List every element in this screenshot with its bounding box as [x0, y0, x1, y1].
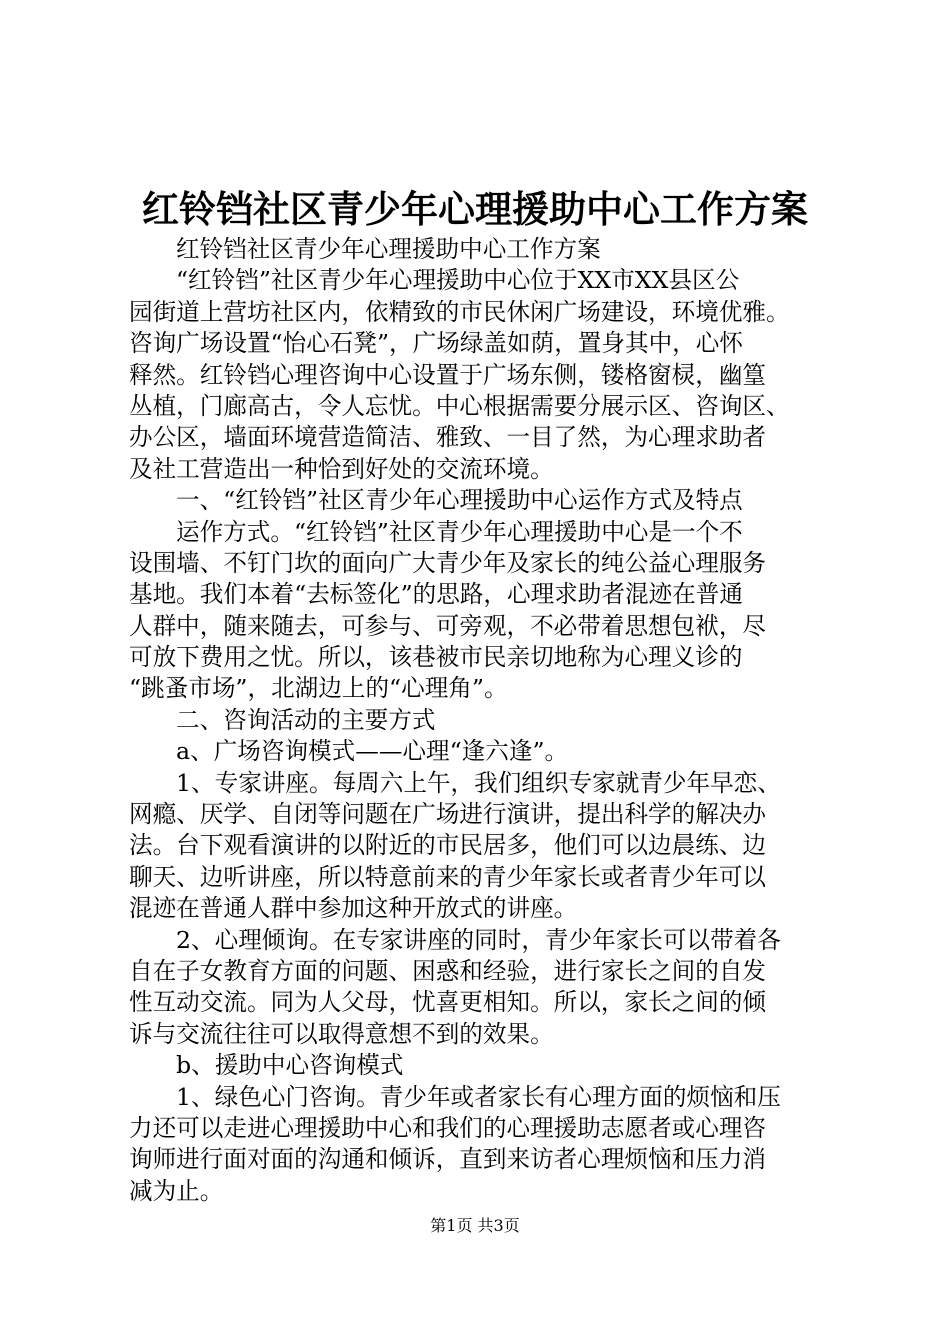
document-title: 红铃铛社区青少年心理援助中心工作方案 — [142, 187, 808, 231]
text-line: 性互动交流。同为人父母，忧喜更相知。所以，家长之间的倾 — [129, 988, 767, 1017]
text-line: 基地。我们本着“去标签化”的思路，心理求助者混迹在普通 — [129, 580, 743, 609]
text-line: 办公区，墙面环境营造简洁、雅致、一目了然，为心理求助者 — [129, 423, 767, 452]
text-line: 及社工营造出一种恰到好处的交流环境。 — [129, 454, 554, 483]
page-footer: 第1页 共3页 — [430, 1216, 520, 1235]
text-line: 诉与交流往往可以取得意想不到的效果。 — [129, 1019, 554, 1048]
text-line: 释然。红铃铛心理咨询中心设置于广场东侧，镂格窗棂，幽篁 — [129, 360, 767, 389]
text-line: 运作方式。“红铃铛”社区青少年心理援助中心是一个不 — [176, 517, 743, 546]
text-line: 法。台下观看演讲的以附近的市民居多，他们可以边晨练、边 — [129, 831, 767, 860]
text-line: 人群中，随来随去，可参与、可旁观，不必带着思想包袱，尽 — [129, 611, 767, 640]
text-line: 一、“红铃铛”社区青少年心理援助中心运作方式及特点 — [176, 486, 743, 515]
document-body — [129, 234, 831, 1207]
text-line: 园街道上营坊社区内，依精致的市民休闲广场建设，环境优雅。 — [129, 297, 790, 326]
text-line: “红铃铛”社区青少年心理援助中心位于XX市XX县区公 — [176, 266, 740, 295]
text-line: 1、绿色心门咨询。青少年或者家长有心理方面的烦恼和压 — [176, 1082, 781, 1111]
text-line: 减为止。 — [129, 1176, 224, 1205]
text-line: 二、咨询活动的主要方式 — [176, 705, 436, 734]
text-line: 网瘾、厌学、自闭等问题在广场进行演讲，提出科学的解决办 — [129, 800, 767, 829]
text-line: 混迹在普通人群中参加这种开放式的讲座。 — [129, 894, 578, 923]
text-line: 2、心理倾询。在专家讲座的同时，青少年家长可以带着各 — [176, 925, 781, 954]
text-line: 聊天、边听讲座，所以特意前来的青少年家长或者青少年可以 — [129, 862, 767, 891]
text-line: 可放下费用之忧。所以，该巷被市民亲切地称为心理义诊的 — [129, 643, 743, 672]
text-line: 自在子女教育方面的问题、困惑和经验，进行家长之间的自发 — [129, 956, 767, 985]
text-line: 设围墙、不钉门坎的面向广大青少年及家长的纯公益心理服务 — [129, 548, 767, 577]
text-line: a、广场咨询模式——心理“逢六逢”。 — [176, 737, 569, 766]
text-line: b、援助中心咨询模式 — [176, 1051, 404, 1080]
text-line: “跳蚤市场”，北湖边上的“心理角”。 — [129, 674, 508, 703]
text-line: 咨询广场设置“怡心石凳”，广场绿盖如荫，置身其中，心怀 — [129, 329, 743, 358]
text-line: 力还可以走进心理援助中心和我们的心理援助志愿者或心理咨 — [129, 1113, 767, 1142]
text-line: 1、专家讲座。每周六上午，我们组织专家就青少年早恋、 — [176, 768, 781, 797]
text-line: 询师进行面对面的沟通和倾诉，直到来访者心理烦恼和压力消 — [129, 1145, 767, 1174]
text-line: 丛植，门廊高古，令人忘忧。中心根据需要分展示区、咨询区、 — [129, 391, 790, 420]
text-line: 红铃铛社区青少年心理援助中心工作方案 — [176, 235, 601, 263]
